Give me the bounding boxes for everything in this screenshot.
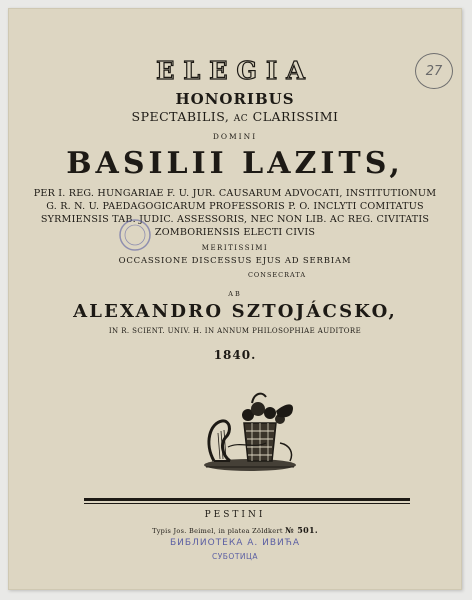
lyre-vignette-icon (200, 383, 300, 475)
body-line: SYRMIENSIS TAB. JUDIC. ASSESSORIS, NEC NON LIB. AC REG. CIVITATIS (40, 214, 430, 225)
body-line: PER I. REG. HUNGARIAE F. U. JUR. CAUSARUM ADVOCATI, INSTITUTIONUM (33, 188, 437, 199)
subtitle: HONORIBUS (175, 90, 295, 108)
place-of-printing: PESTINI (204, 510, 266, 520)
word-clarissimi: CLARISSIMI (252, 109, 339, 124)
body-line: G. R. N. U. PAEDAGOGICARUM PROFESSORIS P. O. INCLYTI COMITATUS (46, 201, 424, 212)
ab-line: AB (228, 290, 242, 298)
dedication-line (8, 109, 462, 124)
domini-line: DOMINI (212, 132, 258, 141)
honoree-name: BASILII LAZITS, (66, 146, 404, 181)
document-page (8, 8, 462, 590)
word-spectabilis: SPECTABILIS, (131, 109, 230, 124)
title: ELEGIA (156, 56, 314, 85)
library-stamp-city: СУБОТИЦА (211, 552, 258, 561)
occasion-line: OCCASSIONE DISCESSUS EJUS AD SERBIAM (118, 256, 352, 266)
author-description: IN R. SCIENT. UNIV. H. IN ANNUM PHILOSOPHIAE AUDITORE (108, 327, 362, 335)
handwritten-catalog-number: 27 (415, 53, 453, 89)
word-ac: AC (233, 114, 249, 124)
author-name: ALEXANDRO SZTOJÁCSKO, (73, 301, 397, 322)
meritissimi-line: MERITISSIMI (201, 244, 269, 252)
year: 1840. (213, 348, 257, 362)
printer-text: Typis Jos. Beimel, in platea Zöldkert (152, 527, 283, 535)
printer-line (8, 525, 462, 535)
library-stamp-name: БИБЛИОТЕКА А. ИВИЋА (169, 538, 300, 548)
consecrata-line: CONSECRATA (247, 271, 307, 279)
thin-rule (84, 503, 410, 504)
top-rule (84, 498, 410, 501)
printer-number: № 501. (285, 525, 318, 535)
body-line: ZOMBORIENSIS ELECTI CIVIS (154, 227, 316, 238)
